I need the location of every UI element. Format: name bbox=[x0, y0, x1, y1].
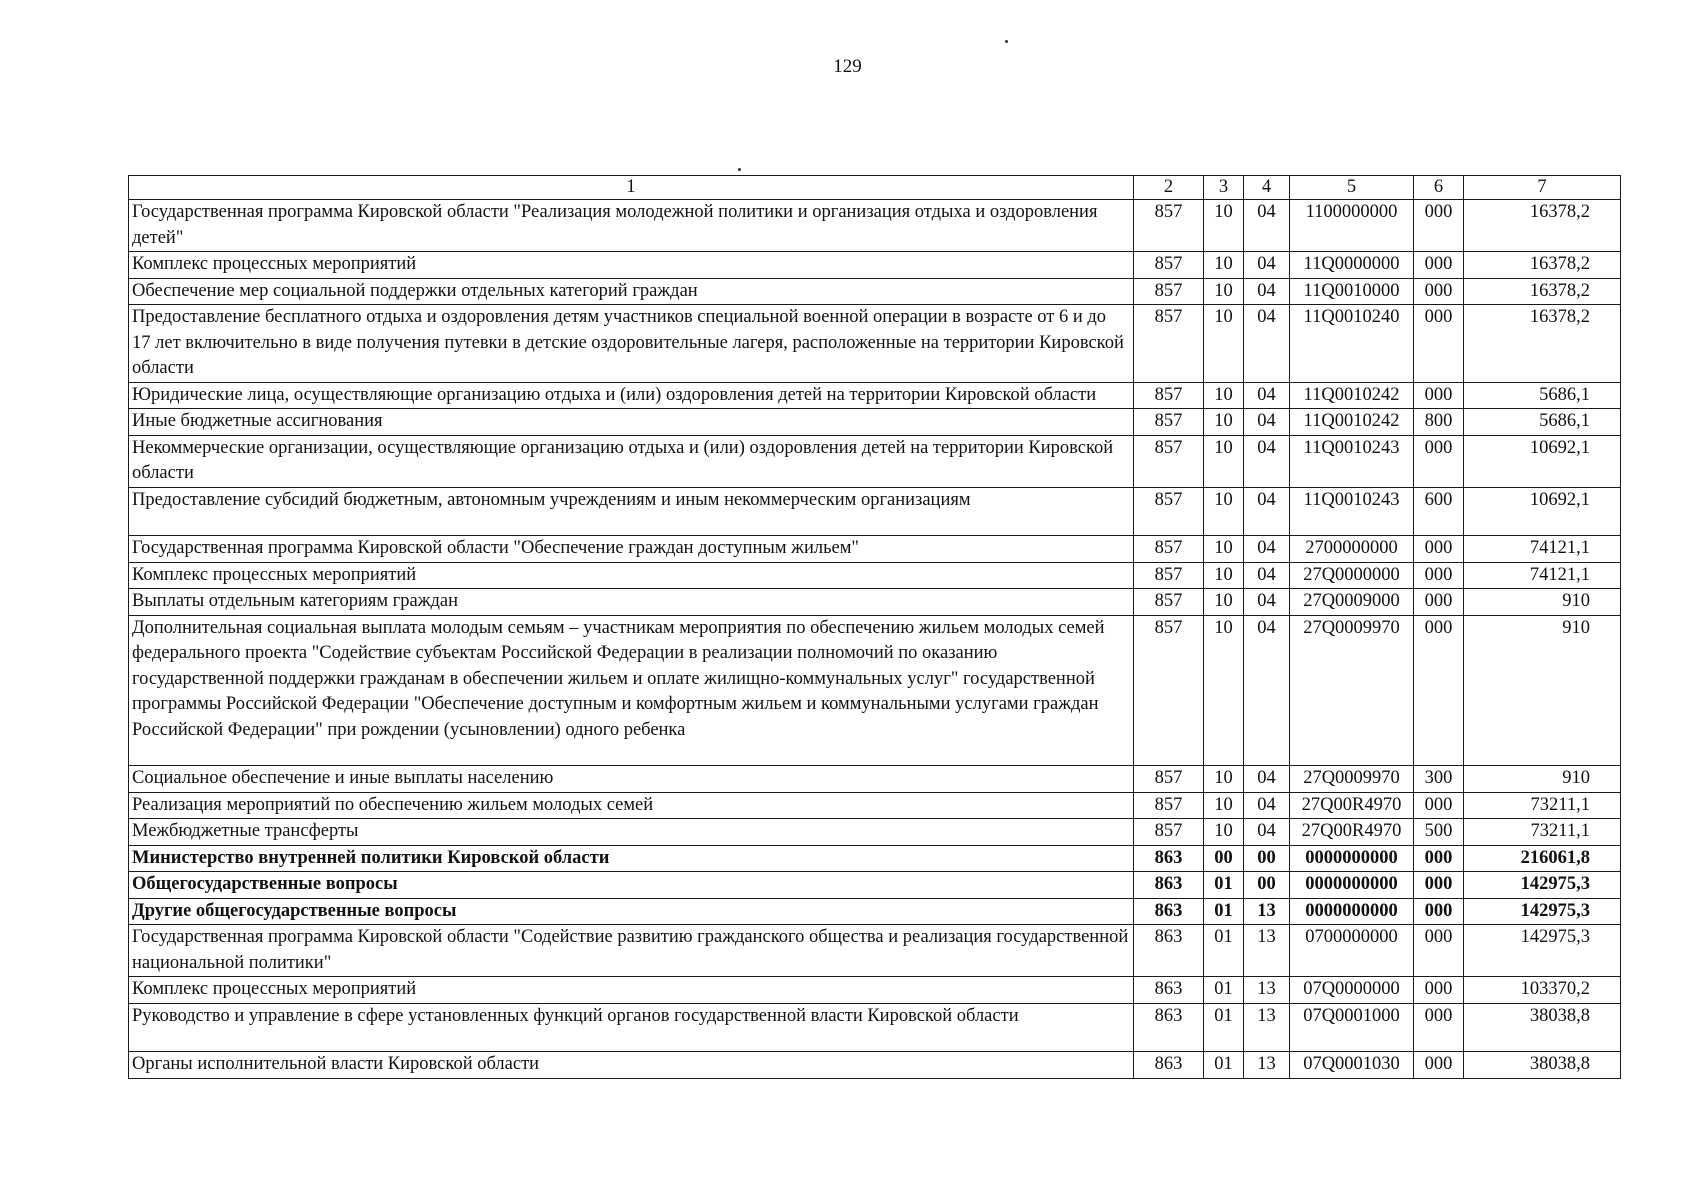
cell-expense-type: 600 bbox=[1414, 487, 1464, 536]
cell-subsection: 00 bbox=[1244, 845, 1290, 872]
cell-section: 10 bbox=[1204, 487, 1244, 536]
cell-subsection: 04 bbox=[1244, 589, 1290, 616]
cell-admin-code: 863 bbox=[1134, 1003, 1204, 1052]
row-name: Дополнительная социальная выплата молодым семьям – участникам мероприятия по обеспечению жильем молодых семей федерального проекта "Содействие субъектам Российской Федерации в реализации полномочий по оказанию государственной поддержки гражданам в обеспечении жильем и оплате жилищно-коммунальных услуг" государственной программы Российской Федерации "Обеспечение доступным и комфортным жильем и коммунальными услугами граждан Российской Федерации" при рождении (усыновлении) одного ребенка bbox=[129, 615, 1134, 766]
cell-section: 10 bbox=[1204, 615, 1244, 766]
table-row bbox=[129, 536, 1621, 563]
cell-amount: 74121,1 bbox=[1464, 562, 1621, 589]
cell-subsection: 00 bbox=[1244, 872, 1290, 899]
cell-amount: 16378,2 bbox=[1464, 278, 1621, 305]
cell-target-article: 27Q00R4970 bbox=[1290, 819, 1414, 846]
cell-target-article: 11Q0000000 bbox=[1290, 252, 1414, 279]
table-row bbox=[129, 252, 1621, 279]
cell-expense-type: 000 bbox=[1414, 1003, 1464, 1052]
cell-subsection: 13 bbox=[1244, 977, 1290, 1004]
cell-section: 01 bbox=[1204, 977, 1244, 1004]
table-row bbox=[129, 615, 1621, 766]
cell-subsection: 04 bbox=[1244, 305, 1290, 383]
cell-section: 10 bbox=[1204, 200, 1244, 252]
table-row bbox=[129, 435, 1621, 487]
cell-expense-type: 000 bbox=[1414, 200, 1464, 252]
cell-admin-code: 857 bbox=[1134, 252, 1204, 279]
cell-section: 01 bbox=[1204, 898, 1244, 925]
cell-expense-type: 000 bbox=[1414, 977, 1464, 1004]
cell-admin-code: 857 bbox=[1134, 305, 1204, 383]
scan-speck bbox=[738, 168, 741, 171]
row-name: Выплаты отдельным категориям граждан bbox=[129, 589, 1134, 616]
table-row bbox=[129, 409, 1621, 436]
cell-admin-code: 857 bbox=[1134, 487, 1204, 536]
cell-section: 10 bbox=[1204, 435, 1244, 487]
table-row bbox=[129, 200, 1621, 252]
col-header-4: 4 bbox=[1244, 176, 1290, 200]
cell-admin-code: 863 bbox=[1134, 898, 1204, 925]
cell-amount: 16378,2 bbox=[1464, 200, 1621, 252]
cell-target-article: 27Q00R4970 bbox=[1290, 792, 1414, 819]
cell-amount: 910 bbox=[1464, 615, 1621, 766]
cell-admin-code: 857 bbox=[1134, 382, 1204, 409]
cell-subsection: 04 bbox=[1244, 200, 1290, 252]
cell-target-article: 11Q0010242 bbox=[1290, 382, 1414, 409]
cell-expense-type: 000 bbox=[1414, 252, 1464, 279]
row-name: Социальное обеспечение и иные выплаты населению bbox=[129, 766, 1134, 793]
cell-admin-code: 857 bbox=[1134, 766, 1204, 793]
cell-amount: 5686,1 bbox=[1464, 409, 1621, 436]
row-name: Общегосударственные вопросы bbox=[129, 872, 1134, 899]
table-row bbox=[129, 1003, 1621, 1052]
cell-admin-code: 857 bbox=[1134, 562, 1204, 589]
cell-target-article: 1100000000 bbox=[1290, 200, 1414, 252]
col-header-6: 6 bbox=[1414, 176, 1464, 200]
table-row bbox=[129, 925, 1621, 977]
col-header-5: 5 bbox=[1290, 176, 1414, 200]
cell-admin-code: 863 bbox=[1134, 925, 1204, 977]
cell-section: 10 bbox=[1204, 766, 1244, 793]
row-name: Министерство внутренней политики Кировской области bbox=[129, 845, 1134, 872]
cell-expense-type: 000 bbox=[1414, 872, 1464, 899]
table-row bbox=[129, 562, 1621, 589]
cell-target-article: 0000000000 bbox=[1290, 845, 1414, 872]
cell-target-article: 07Q0001030 bbox=[1290, 1052, 1414, 1079]
cell-expense-type: 000 bbox=[1414, 1052, 1464, 1079]
cell-subsection: 04 bbox=[1244, 562, 1290, 589]
table-row bbox=[129, 766, 1621, 793]
table-row bbox=[129, 872, 1621, 899]
cell-section: 10 bbox=[1204, 536, 1244, 563]
cell-expense-type: 000 bbox=[1414, 305, 1464, 383]
col-header-1: 1 bbox=[129, 176, 1134, 200]
cell-target-article: 11Q0010243 bbox=[1290, 487, 1414, 536]
cell-target-article: 0000000000 bbox=[1290, 898, 1414, 925]
cell-section: 10 bbox=[1204, 305, 1244, 383]
cell-amount: 73211,1 bbox=[1464, 819, 1621, 846]
cell-admin-code: 863 bbox=[1134, 872, 1204, 899]
cell-subsection: 13 bbox=[1244, 898, 1290, 925]
cell-subsection: 13 bbox=[1244, 1003, 1290, 1052]
cell-admin-code: 863 bbox=[1134, 977, 1204, 1004]
cell-subsection: 04 bbox=[1244, 382, 1290, 409]
table-row bbox=[129, 977, 1621, 1004]
cell-target-article: 07Q0001000 bbox=[1290, 1003, 1414, 1052]
cell-section: 10 bbox=[1204, 278, 1244, 305]
cell-section: 10 bbox=[1204, 409, 1244, 436]
cell-subsection: 04 bbox=[1244, 792, 1290, 819]
cell-admin-code: 857 bbox=[1134, 589, 1204, 616]
row-name: Обеспечение мер социальной поддержки отдельных категорий граждан bbox=[129, 278, 1134, 305]
cell-expense-type: 500 bbox=[1414, 819, 1464, 846]
cell-subsection: 04 bbox=[1244, 536, 1290, 563]
row-name: Иные бюджетные ассигнования bbox=[129, 409, 1134, 436]
cell-target-article: 27Q0009970 bbox=[1290, 766, 1414, 793]
cell-section: 10 bbox=[1204, 792, 1244, 819]
cell-expense-type: 000 bbox=[1414, 278, 1464, 305]
cell-section: 10 bbox=[1204, 819, 1244, 846]
cell-admin-code: 857 bbox=[1134, 278, 1204, 305]
cell-expense-type: 000 bbox=[1414, 615, 1464, 766]
cell-expense-type: 000 bbox=[1414, 925, 1464, 977]
row-name: Другие общегосударственные вопросы bbox=[129, 898, 1134, 925]
cell-subsection: 04 bbox=[1244, 766, 1290, 793]
row-name: Реализация мероприятий по обеспечению жильем молодых семей bbox=[129, 792, 1134, 819]
page-number: 129 bbox=[833, 56, 862, 77]
cell-section: 10 bbox=[1204, 589, 1244, 616]
cell-expense-type: 000 bbox=[1414, 898, 1464, 925]
row-name: Предоставление бесплатного отдыха и оздоровления детям участников специальной военной операции в возрасте от 6 и до 17 лет включительно в виде получения путевки в детские оздоровительные лагеря, расположенные на территории Кировской области bbox=[129, 305, 1134, 383]
cell-expense-type: 300 bbox=[1414, 766, 1464, 793]
table-row bbox=[129, 792, 1621, 819]
table-row bbox=[129, 382, 1621, 409]
cell-target-article: 11Q0010243 bbox=[1290, 435, 1414, 487]
row-name: Межбюджетные трансферты bbox=[129, 819, 1134, 846]
table-row bbox=[129, 1052, 1621, 1079]
cell-expense-type: 000 bbox=[1414, 382, 1464, 409]
cell-expense-type: 000 bbox=[1414, 792, 1464, 819]
header-row bbox=[129, 176, 1621, 200]
row-name: Юридические лица, осуществляющие организацию отдыха и (или) оздоровления детей на территории Кировской области bbox=[129, 382, 1134, 409]
cell-subsection: 13 bbox=[1244, 1052, 1290, 1079]
cell-subsection: 04 bbox=[1244, 278, 1290, 305]
row-name: Некоммерческие организации, осуществляющие организацию отдыха и (или) оздоровления детей на территории Кировской области bbox=[129, 435, 1134, 487]
cell-amount: 16378,2 bbox=[1464, 305, 1621, 383]
cell-expense-type: 000 bbox=[1414, 589, 1464, 616]
cell-expense-type: 000 bbox=[1414, 845, 1464, 872]
row-name: Предоставление субсидий бюджетным, автономным учреждениям и иным некоммерческим организациям bbox=[129, 487, 1134, 536]
table-row bbox=[129, 898, 1621, 925]
cell-target-article: 27Q0009970 bbox=[1290, 615, 1414, 766]
table-row bbox=[129, 845, 1621, 872]
cell-amount: 216061,8 bbox=[1464, 845, 1621, 872]
cell-section: 10 bbox=[1204, 562, 1244, 589]
cell-amount: 142975,3 bbox=[1464, 872, 1621, 899]
table-row bbox=[129, 589, 1621, 616]
cell-target-article: 2700000000 bbox=[1290, 536, 1414, 563]
cell-target-article: 11Q0010240 bbox=[1290, 305, 1414, 383]
cell-amount: 910 bbox=[1464, 589, 1621, 616]
cell-amount: 38038,8 bbox=[1464, 1003, 1621, 1052]
col-header-3: 3 bbox=[1204, 176, 1244, 200]
cell-target-article: 11Q0010242 bbox=[1290, 409, 1414, 436]
cell-admin-code: 857 bbox=[1134, 615, 1204, 766]
col-header-7: 7 bbox=[1464, 176, 1621, 200]
cell-expense-type: 000 bbox=[1414, 536, 1464, 563]
budget-table bbox=[128, 175, 1621, 1079]
cell-admin-code: 857 bbox=[1134, 435, 1204, 487]
cell-subsection: 04 bbox=[1244, 615, 1290, 766]
table-row bbox=[129, 487, 1621, 536]
cell-target-article: 27Q0009000 bbox=[1290, 589, 1414, 616]
cell-amount: 142975,3 bbox=[1464, 898, 1621, 925]
cell-expense-type: 000 bbox=[1414, 435, 1464, 487]
cell-subsection: 04 bbox=[1244, 252, 1290, 279]
cell-amount: 74121,1 bbox=[1464, 536, 1621, 563]
row-name: Руководство и управление в сфере установленных функций органов государственной власти Кировской области bbox=[129, 1003, 1134, 1052]
cell-section: 10 bbox=[1204, 252, 1244, 279]
cell-section: 01 bbox=[1204, 1052, 1244, 1079]
cell-admin-code: 857 bbox=[1134, 819, 1204, 846]
scan-speck bbox=[1005, 40, 1008, 43]
cell-admin-code: 857 bbox=[1134, 536, 1204, 563]
cell-subsection: 04 bbox=[1244, 435, 1290, 487]
cell-amount: 73211,1 bbox=[1464, 792, 1621, 819]
cell-amount: 910 bbox=[1464, 766, 1621, 793]
table-row bbox=[129, 819, 1621, 846]
cell-target-article: 07Q0000000 bbox=[1290, 977, 1414, 1004]
cell-subsection: 04 bbox=[1244, 487, 1290, 536]
cell-amount: 5686,1 bbox=[1464, 382, 1621, 409]
cell-expense-type: 800 bbox=[1414, 409, 1464, 436]
cell-amount: 10692,1 bbox=[1464, 487, 1621, 536]
cell-section: 01 bbox=[1204, 1003, 1244, 1052]
cell-amount: 103370,2 bbox=[1464, 977, 1621, 1004]
cell-section: 01 bbox=[1204, 872, 1244, 899]
cell-admin-code: 857 bbox=[1134, 792, 1204, 819]
cell-section: 01 bbox=[1204, 925, 1244, 977]
cell-expense-type: 000 bbox=[1414, 562, 1464, 589]
cell-amount: 38038,8 bbox=[1464, 1052, 1621, 1079]
row-name: Государственная программа Кировской области "Содействие развитию гражданского общества и реализация государственной национальной политики" bbox=[129, 925, 1134, 977]
cell-target-article: 11Q0010000 bbox=[1290, 278, 1414, 305]
cell-admin-code: 857 bbox=[1134, 200, 1204, 252]
row-name: Комплекс процессных мероприятий bbox=[129, 562, 1134, 589]
cell-target-article: 0000000000 bbox=[1290, 872, 1414, 899]
cell-subsection: 04 bbox=[1244, 819, 1290, 846]
cell-target-article: 0700000000 bbox=[1290, 925, 1414, 977]
cell-subsection: 04 bbox=[1244, 409, 1290, 436]
cell-amount: 142975,3 bbox=[1464, 925, 1621, 977]
row-name: Государственная программа Кировской области "Обеспечение граждан доступным жильем" bbox=[129, 536, 1134, 563]
cell-target-article: 27Q0000000 bbox=[1290, 562, 1414, 589]
cell-subsection: 13 bbox=[1244, 925, 1290, 977]
table-row bbox=[129, 305, 1621, 383]
cell-admin-code: 863 bbox=[1134, 845, 1204, 872]
cell-section: 10 bbox=[1204, 382, 1244, 409]
row-name: Комплекс процессных мероприятий bbox=[129, 252, 1134, 279]
cell-admin-code: 863 bbox=[1134, 1052, 1204, 1079]
row-name: Государственная программа Кировской области "Реализация молодежной политики и организация отдыха и оздоровления детей" bbox=[129, 200, 1134, 252]
cell-section: 00 bbox=[1204, 845, 1244, 872]
col-header-2: 2 bbox=[1134, 176, 1204, 200]
cell-amount: 10692,1 bbox=[1464, 435, 1621, 487]
cell-amount: 16378,2 bbox=[1464, 252, 1621, 279]
table-row bbox=[129, 278, 1621, 305]
row-name: Органы исполнительной власти Кировской области bbox=[129, 1052, 1134, 1079]
cell-admin-code: 857 bbox=[1134, 409, 1204, 436]
row-name: Комплекс процессных мероприятий bbox=[129, 977, 1134, 1004]
